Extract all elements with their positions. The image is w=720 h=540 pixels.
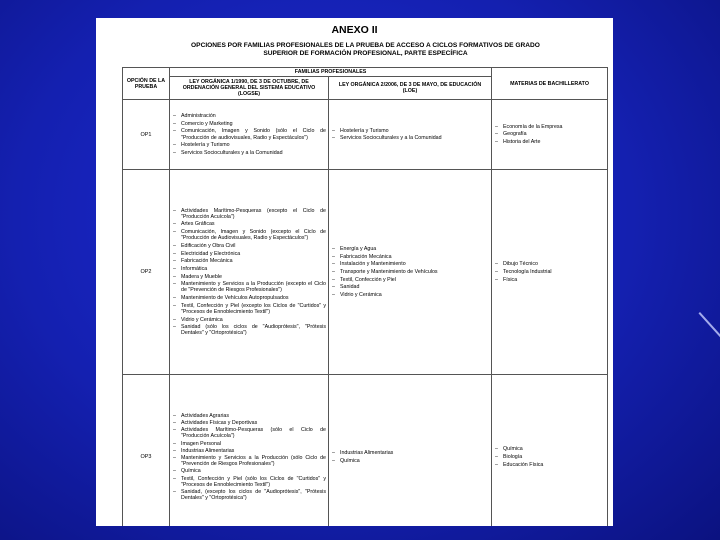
list-item: – Actividades Marítimo-Pesqueras (excepto el Ciclo de "Producción Acuícola") xyxy=(172,208,326,220)
list-item: – Química xyxy=(494,446,605,452)
list-item: – Servicios Socioculturales y a la Comunidad xyxy=(172,150,326,156)
list-item: – Física xyxy=(494,277,605,283)
document-page xyxy=(96,18,613,526)
logse-cell xyxy=(170,375,329,527)
list-item: – Biología xyxy=(494,454,605,460)
header-subjects: MATERIAS DE BACHILLERATO xyxy=(492,68,608,100)
list-item: – Vidrio y Cerámica xyxy=(172,317,326,323)
list-item: – Fabricación Mecánica xyxy=(172,258,326,264)
loe-cell xyxy=(329,375,492,527)
list-item: – Tecnología Industrial xyxy=(494,269,605,275)
list-item: – Madera y Mueble xyxy=(172,274,326,280)
list-item: – Industrias Alimentarias xyxy=(331,450,489,456)
loe-cell xyxy=(329,170,492,375)
header-families: FAMILIAS PROFESIONALES xyxy=(170,68,492,77)
list-item: – Industrias Alimentarias xyxy=(172,448,326,454)
list-item: – Edificación y Obra Civil xyxy=(172,243,326,249)
list-item: – Comunicación, Imagen y Sonido (excepto el Ciclo de "Producción de Audiovisuales, Radio y Espectáculos") xyxy=(172,229,326,241)
list-item: – Mantenimiento y Servicios a la Producción (excepto el Ciclo de "Prevención de Riesgos Profesionales") xyxy=(172,281,326,293)
option-code: OP1 xyxy=(123,100,170,170)
header-option: OPCIÓN DE LA PRUEBA xyxy=(123,68,170,100)
list-item: – Sanidad, (excepto los ciclos de "Audioprótesis", "Prótesis Dentales" y "Ortoprotésica") xyxy=(172,489,326,501)
list-item: – Actividades Físicas y Deportivas xyxy=(172,420,326,426)
logse-cell xyxy=(170,100,329,170)
list-item: – Fabricación Mecánica xyxy=(331,254,489,260)
subjects-cell xyxy=(492,100,608,170)
option-code: OP2 xyxy=(123,170,170,375)
list-item: – Dibujo Técnico xyxy=(494,261,605,267)
list-item: – Sanidad xyxy=(331,284,489,290)
document-heading xyxy=(126,42,605,58)
annex-title: ANEXO II xyxy=(331,24,378,36)
list-item: – Química xyxy=(331,458,489,464)
list-item: – Química xyxy=(172,468,326,474)
list-item: – Mantenimiento y Servicios a la Producción (sólo Ciclo de "Prevención de Riesgos Profesionales") xyxy=(172,455,326,467)
list-item: – Actividades Agrarias xyxy=(172,413,326,419)
table-row xyxy=(123,170,608,375)
list-item: – Instalación y Mantenimiento xyxy=(331,261,489,267)
subjects-cell xyxy=(492,375,608,527)
list-item: – Energía y Agua xyxy=(331,246,489,252)
list-item: – Mantenimiento de Vehículos Autopropulsados xyxy=(172,295,326,301)
header-loe: LEY ORGÁNICA 2/2006, DE 3 DE MAYO, DE EDUCACIÓN (LOE) xyxy=(329,77,492,100)
subjects-cell xyxy=(492,170,608,375)
list-item: – Hostelería y Turismo xyxy=(172,142,326,148)
heading-line-1: OPCIONES POR FAMILIAS PROFESIONALES DE LA PRUEBA DE ACCESO A CICLOS FORMATIVOS DE GRADO xyxy=(191,42,540,49)
list-item: – Textil, Confección y Piel xyxy=(331,277,489,283)
list-item: – Comercio y Marketing xyxy=(172,121,326,127)
list-item: – Actividades Marítimo-Pesqueras (sólo el Ciclo de "Producción Acuícola") xyxy=(172,427,326,439)
loe-cell xyxy=(329,100,492,170)
list-item: – Sanidad (sólo los ciclos de "Audioprótesis", "Prótesis Dentales" y "Ortoprotésica") xyxy=(172,324,326,336)
list-item: – Textil, Confección y Piel (excepto los Ciclos de "Curtidos" y "Procesos de Ennoblecimiento Textil") xyxy=(172,303,326,315)
header-logse: LEY ORGÁNICA 1/1990, DE 3 DE OCTUBRE, DE ORDENACIÓN GENERAL DEL SISTEMA EDUCATIVO (LOGSE) xyxy=(170,77,329,100)
table-row xyxy=(123,100,608,170)
logse-cell xyxy=(170,170,329,375)
list-item: – Economía de la Empresa xyxy=(494,124,605,130)
list-item: – Administración xyxy=(172,113,326,119)
list-item: – Vidrio y Cerámica xyxy=(331,292,489,298)
list-item: – Transporte y Mantenimiento de Vehículos xyxy=(331,269,489,275)
list-item: – Servicios Socioculturales y a la Comunidad xyxy=(331,135,489,141)
list-item: – Historia del Arte xyxy=(494,139,605,145)
list-item: – Informática xyxy=(172,266,326,272)
option-code: OP3 xyxy=(123,375,170,527)
list-item: – Comunicación, Imagen y Sonido (sólo el Ciclo de "Producción de audiovisuales, Radio y Espectáculos") xyxy=(172,128,326,140)
list-item: – Educación Física xyxy=(494,462,605,468)
list-item: – Geografía xyxy=(494,131,605,137)
heading-line-2: SUPERIOR DE FORMACIÓN PROFESIONAL, PARTE ESPECÍFICA xyxy=(263,50,468,57)
list-item: – Electricidad y Electrónica xyxy=(172,251,326,257)
list-item: – Textil, Confección y Piel (sólo los Ciclos de "Curtidos" y "Procesos de Ennoblecimiento Textil") xyxy=(172,476,326,488)
options-table xyxy=(122,67,608,526)
list-item: – Imagen Personal xyxy=(172,441,326,447)
decorative-line xyxy=(699,312,720,338)
table-row xyxy=(123,375,608,527)
list-item: – Hostelería y Turismo xyxy=(331,128,489,134)
list-item: – Artes Gráficas xyxy=(172,221,326,227)
